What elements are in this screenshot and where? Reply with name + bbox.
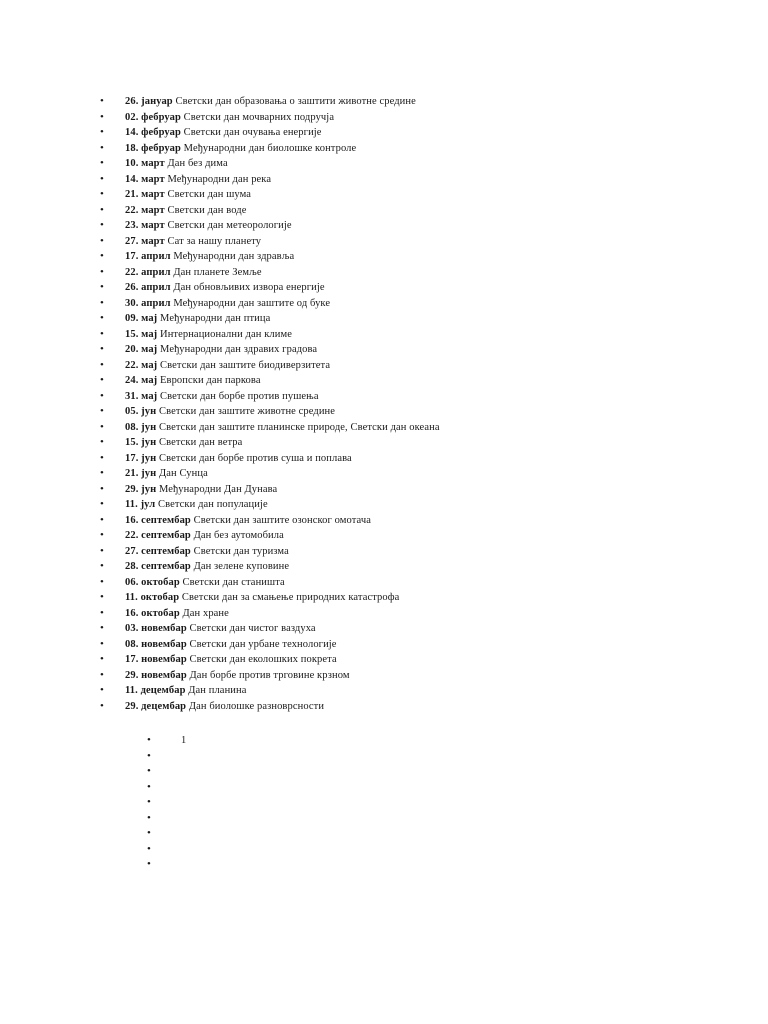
event-description: Светски дан популације [157, 499, 268, 510]
list-item [100, 466, 740, 482]
list-item [100, 559, 740, 575]
event-description: Светски дан борбе против суша и поплава [158, 452, 352, 464]
event-description: Дан Сунца [158, 468, 208, 479]
event-date: 26. јануар [125, 96, 173, 107]
event-description: Дан хране [182, 607, 229, 619]
list-item [100, 513, 740, 529]
list-item [100, 265, 740, 281]
list-item [100, 141, 740, 157]
event-date: 06. октобар [125, 576, 180, 588]
event-description: Међународни Дан Дунава [158, 483, 278, 495]
list-item [100, 528, 740, 544]
list-item [100, 451, 740, 467]
event-date: 22. март [125, 204, 165, 216]
list-item [100, 435, 740, 451]
event-date: 29. новембар [125, 669, 187, 681]
event-date: 15. јун [125, 437, 157, 448]
list-item [100, 110, 740, 126]
event-date: 16. октобар [125, 607, 180, 619]
event-description: Светски дан за смањење природних катастрофа [181, 592, 400, 603]
list-item [100, 218, 740, 234]
list-item [147, 811, 347, 827]
list-item [100, 125, 740, 141]
list-item [100, 358, 740, 374]
event-date: 22. мај [125, 359, 158, 371]
event-date: 11. октобар [125, 592, 180, 603]
list-item [100, 544, 740, 560]
event-description: Сат за нашу планету [167, 235, 262, 247]
event-description: Светски дан очувања енергије [183, 127, 322, 138]
list-item [100, 497, 740, 513]
event-date: 02. фебруар [125, 111, 181, 123]
list-item [147, 764, 347, 780]
event-date: 08. јун [125, 421, 157, 433]
event-date: 21. јун [125, 468, 157, 479]
list-item [100, 234, 740, 250]
event-description: Светски дан мочварних подручја [183, 111, 335, 123]
list-item [100, 327, 740, 343]
event-date: 31. мај [125, 390, 158, 402]
list-item [100, 652, 740, 668]
event-date: 03. новембар [125, 623, 187, 634]
event-date: 11. јул [125, 499, 156, 510]
event-date: 10. март [125, 158, 165, 169]
event-date: 27. март [125, 235, 165, 247]
list-item [100, 342, 740, 358]
event-date: 05. јун [125, 406, 157, 417]
environmental-days-list [100, 94, 740, 714]
list-item [100, 94, 740, 110]
list-item [100, 606, 740, 622]
event-description: Светски дан заштите планинске природе, Светски дан океана [158, 421, 440, 433]
event-date: 22. април [125, 266, 171, 278]
event-date: 15. мај [125, 328, 158, 340]
list-item [147, 749, 347, 765]
list-item [147, 795, 347, 811]
list-item [100, 311, 740, 327]
event-description: Дан без аутомобила [193, 530, 284, 541]
event-description: Светски дан борбе против пушења [160, 390, 319, 402]
event-date: 22. септембар [125, 530, 191, 541]
event-description: Дан планете Земље [173, 266, 262, 278]
event-date: 18. фебруар [125, 142, 181, 154]
list-item [100, 575, 740, 591]
event-description: Светски дан метеорологије [167, 220, 292, 231]
event-description: Светски дан еколошких покрета [189, 654, 337, 665]
list-item [100, 156, 740, 172]
event-description: Дан обновљивих извора енергије [173, 282, 325, 293]
list-item [147, 842, 347, 858]
event-date: 09. мај [125, 313, 158, 324]
event-description: Међународни дан биолошке контроле [183, 142, 357, 154]
event-date: 30. април [125, 297, 171, 309]
event-description: Дан без дима [167, 158, 228, 169]
event-description: Светски дан туризма [193, 545, 289, 557]
event-date: 29. децембар [125, 700, 187, 712]
list-item [100, 203, 740, 219]
event-date: 28. септембар [125, 561, 191, 572]
event-description: Интернационални дан климе [160, 328, 292, 340]
list-item [100, 187, 740, 203]
event-date: 20. мај [125, 344, 158, 355]
list-item [100, 420, 740, 436]
event-description: Међународни дан здравља [173, 251, 295, 262]
list-item [100, 280, 740, 296]
event-description: Светски дан шума [167, 189, 252, 200]
event-date: 17. април [125, 251, 171, 262]
event-date: 17. јун [125, 452, 157, 464]
event-description: Међународни дан здравих градова [160, 344, 318, 355]
list-item [147, 826, 347, 842]
event-date: 08. новембар [125, 638, 187, 650]
list-item [100, 249, 740, 265]
list-item [100, 683, 740, 699]
list-item [100, 482, 740, 498]
event-date: 17. новембар [125, 654, 187, 665]
event-description: Светски дан заштите животне средине [158, 406, 336, 417]
event-description: Међународни дан заштите од буке [173, 297, 331, 309]
event-date: 16. септембар [125, 514, 191, 526]
event-description: Европски дан паркова [160, 375, 261, 386]
list-item [100, 590, 740, 606]
event-description: Светски дан воде [167, 204, 247, 216]
event-date: 21. март [125, 189, 165, 200]
list-item [100, 668, 740, 684]
event-description: Светски дан урбане технологије [189, 638, 337, 650]
event-description: Светски дан станишта [182, 576, 285, 588]
event-date: 29. јун [125, 483, 157, 495]
event-description: Дан биолошке разноврсности [188, 700, 325, 712]
event-description: Међународни дан река [167, 173, 272, 185]
list-item [100, 373, 740, 389]
list-item [147, 780, 347, 796]
list-item: • 1 [147, 733, 347, 749]
secondary-bullet-list [147, 733, 347, 873]
event-description: Дан планина [188, 685, 247, 696]
list-item [100, 699, 740, 715]
event-description: Међународни дан птица [160, 313, 271, 324]
event-date: 26. април [125, 282, 171, 293]
list-item [100, 621, 740, 637]
event-description: Дан зелене куповине [193, 561, 290, 572]
event-description: Светски дан заштите озонског омотача [193, 514, 372, 526]
event-description: Светски дан чистог ваздуха [189, 623, 316, 634]
event-description: Светски дан образовања о заштити животне средине [175, 96, 416, 107]
event-date: 11. децембар [125, 685, 186, 696]
event-date: 23. март [125, 220, 165, 231]
event-date: 24. мај [125, 375, 158, 386]
list-item [100, 404, 740, 420]
event-description: Светски дан заштите биодиверзитета [160, 359, 331, 371]
event-date: 27. септембар [125, 545, 191, 557]
list-item [147, 857, 347, 873]
list-item [100, 637, 740, 653]
list-item [100, 296, 740, 312]
event-date: 14. фебруар [125, 127, 181, 138]
event-description: Светски дан ветра [158, 437, 243, 448]
list-item [100, 172, 740, 188]
event-date: 14. март [125, 173, 165, 185]
event-description: Дан борбе против трговине крзном [189, 669, 350, 681]
list-item [100, 389, 740, 405]
